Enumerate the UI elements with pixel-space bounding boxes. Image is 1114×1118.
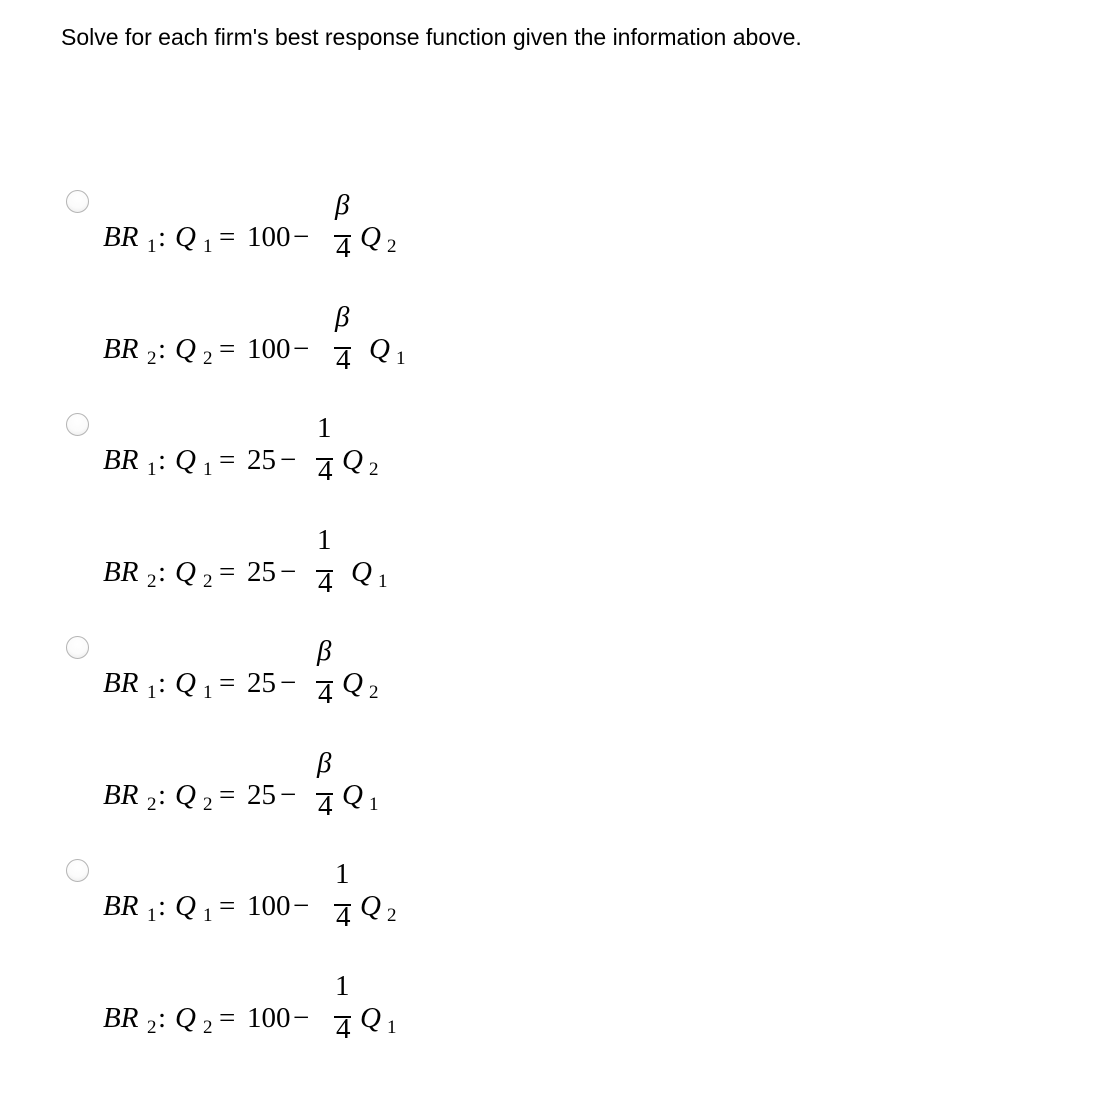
fraction-numerator: β bbox=[335, 301, 350, 333]
minus-sign: − bbox=[280, 444, 297, 476]
answer-radio-c[interactable] bbox=[66, 636, 89, 659]
fraction-numerator: β bbox=[317, 747, 332, 779]
q-other-label: Q bbox=[342, 779, 363, 811]
br-subscript: 1 bbox=[147, 682, 157, 703]
equals-sign: = bbox=[219, 333, 236, 365]
minus-sign: − bbox=[293, 890, 310, 922]
q-other-label: Q bbox=[342, 667, 363, 699]
minus-sign: − bbox=[280, 667, 297, 699]
constant: 100 bbox=[247, 333, 291, 365]
constant: 25 bbox=[247, 556, 276, 588]
q-other-subscript: 2 bbox=[387, 236, 397, 257]
fraction-numerator: 1 bbox=[317, 524, 332, 556]
colon: : bbox=[158, 1002, 167, 1034]
minus-sign: − bbox=[293, 1002, 310, 1034]
br-subscript: 2 bbox=[147, 348, 157, 369]
equals-sign: = bbox=[219, 890, 236, 922]
colon: : bbox=[158, 221, 167, 253]
fraction-denominator: 4 bbox=[336, 232, 351, 264]
q-label: Q bbox=[175, 221, 196, 253]
fraction-numerator: 1 bbox=[317, 412, 332, 444]
colon: : bbox=[158, 333, 167, 365]
br-label: BR bbox=[103, 556, 139, 588]
q-other-label: Q bbox=[369, 333, 390, 365]
q-subscript: 2 bbox=[203, 794, 213, 815]
q-other-label: Q bbox=[351, 556, 372, 588]
fraction-numerator: 1 bbox=[335, 858, 350, 890]
q-label: Q bbox=[175, 667, 196, 699]
q-subscript: 2 bbox=[203, 348, 213, 369]
q-other-subscript: 1 bbox=[396, 348, 406, 369]
q-subscript: 2 bbox=[203, 1017, 213, 1038]
minus-sign: − bbox=[293, 221, 310, 253]
colon: : bbox=[158, 556, 167, 588]
colon: : bbox=[158, 890, 167, 922]
constant: 25 bbox=[247, 779, 276, 811]
br-label: BR bbox=[103, 444, 139, 476]
fraction-denominator: 4 bbox=[336, 344, 351, 376]
fraction-denominator: 4 bbox=[336, 901, 351, 933]
br-label: BR bbox=[103, 779, 139, 811]
br-label: BR bbox=[103, 221, 139, 253]
constant: 25 bbox=[247, 444, 276, 476]
br-label: BR bbox=[103, 667, 139, 699]
q-subscript: 2 bbox=[203, 571, 213, 592]
minus-sign: − bbox=[280, 556, 297, 588]
q-other-label: Q bbox=[360, 890, 381, 922]
q-label: Q bbox=[175, 556, 196, 588]
br-subscript: 1 bbox=[147, 459, 157, 480]
colon: : bbox=[158, 779, 167, 811]
q-other-subscript: 2 bbox=[369, 459, 379, 480]
fraction-denominator: 4 bbox=[336, 1013, 351, 1045]
fraction-denominator: 4 bbox=[318, 567, 333, 599]
br-subscript: 2 bbox=[147, 1017, 157, 1038]
br-subscript: 2 bbox=[147, 571, 157, 592]
fraction-denominator: 4 bbox=[318, 790, 333, 822]
q-subscript: 1 bbox=[203, 459, 213, 480]
br-label: BR bbox=[103, 890, 139, 922]
q-other-label: Q bbox=[360, 1002, 381, 1034]
br-subscript: 1 bbox=[147, 236, 157, 257]
minus-sign: − bbox=[280, 779, 297, 811]
br-label: BR bbox=[103, 1002, 139, 1034]
br-subscript: 1 bbox=[147, 905, 157, 926]
q-other-subscript: 2 bbox=[387, 905, 397, 926]
fraction-numerator: β bbox=[335, 189, 350, 221]
q-other-subscript: 1 bbox=[387, 1017, 397, 1038]
answer-radio-d[interactable] bbox=[66, 859, 89, 882]
br-subscript: 2 bbox=[147, 794, 157, 815]
q-subscript: 1 bbox=[203, 236, 213, 257]
question-prompt: Solve for each firm's best response function given the information above. bbox=[61, 24, 802, 50]
colon: : bbox=[158, 444, 167, 476]
q-label: Q bbox=[175, 444, 196, 476]
answer-radio-a[interactable] bbox=[66, 190, 89, 213]
equals-sign: = bbox=[219, 779, 236, 811]
colon: : bbox=[158, 667, 167, 699]
fraction-numerator: 1 bbox=[335, 970, 350, 1002]
q-other-label: Q bbox=[342, 444, 363, 476]
q-label: Q bbox=[175, 779, 196, 811]
q-other-label: Q bbox=[360, 221, 381, 253]
fraction-denominator: 4 bbox=[318, 678, 333, 710]
q-label: Q bbox=[175, 1002, 196, 1034]
constant: 25 bbox=[247, 667, 276, 699]
equals-sign: = bbox=[219, 444, 236, 476]
minus-sign: − bbox=[293, 333, 310, 365]
constant: 100 bbox=[247, 221, 291, 253]
equals-sign: = bbox=[219, 667, 236, 699]
answer-radio-b[interactable] bbox=[66, 413, 89, 436]
q-label: Q bbox=[175, 333, 196, 365]
equals-sign: = bbox=[219, 221, 236, 253]
q-other-subscript: 1 bbox=[369, 794, 379, 815]
constant: 100 bbox=[247, 1002, 291, 1034]
equals-sign: = bbox=[219, 1002, 236, 1034]
q-label: Q bbox=[175, 890, 196, 922]
q-subscript: 1 bbox=[203, 682, 213, 703]
constant: 100 bbox=[247, 890, 291, 922]
fraction-numerator: β bbox=[317, 635, 332, 667]
br-label: BR bbox=[103, 333, 139, 365]
q-subscript: 1 bbox=[203, 905, 213, 926]
q-other-subscript: 1 bbox=[378, 571, 388, 592]
fraction-denominator: 4 bbox=[318, 455, 333, 487]
q-other-subscript: 2 bbox=[369, 682, 379, 703]
equals-sign: = bbox=[219, 556, 236, 588]
